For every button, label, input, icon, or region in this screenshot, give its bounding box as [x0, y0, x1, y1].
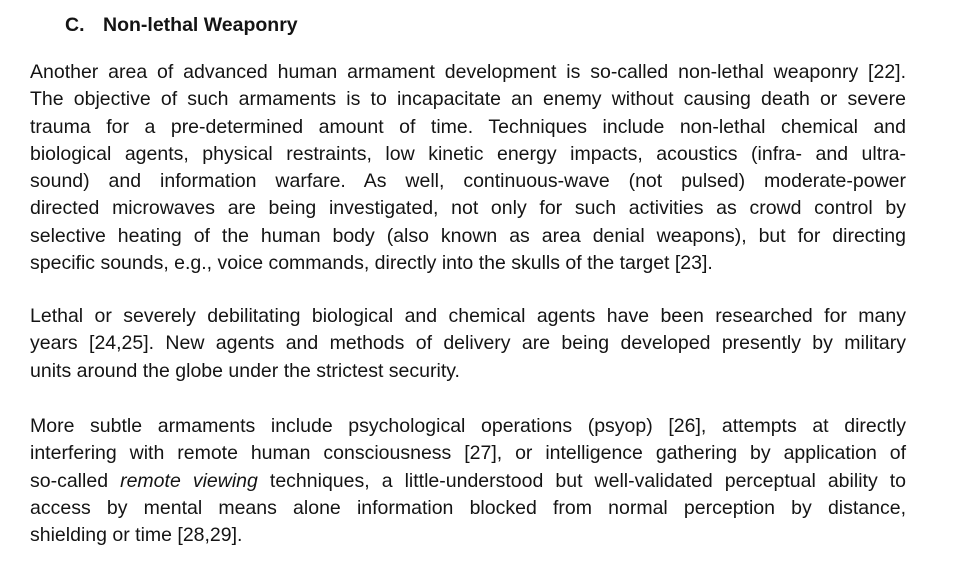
emphasized-term: remote viewing: [120, 469, 258, 492]
paragraph-line: years [24,25]. New agents and methods of delivery are being developed presently by military: [30, 332, 906, 355]
line-text: techniques, a little-understood but well-validated perceptual ability to: [257, 469, 907, 492]
paragraph-line: interfering with remote human consciousness [27], or intelligence gathering by application of: [30, 442, 906, 465]
paragraph-line: selective heating of the human body (also known as area denial weapons), but for directing: [30, 224, 906, 247]
section-title: Non-lethal Weaponry: [103, 14, 298, 36]
paragraph-line: More subtle armaments include psychological operations (psyop) [26], attempts at directly: [30, 415, 906, 437]
paragraph-line: sound) and information warfare. As well, continuous-wave (not pulsed) moderate-power: [30, 170, 906, 193]
paragraph-2: [30, 303, 906, 385]
paragraph-line: biological agents, physical restraints, low kinetic energy impacts, acoustics (infra- and ultra-: [30, 142, 906, 165]
section-heading: [65, 11, 298, 39]
paragraph-line: Another area of advanced human armament development is so-called non-lethal weaponry [22].: [30, 61, 906, 83]
paragraph-line: [30, 468, 906, 495]
paragraph-line: units around the globe under the strictest security.: [30, 359, 460, 382]
paragraph-line: The objective of such armaments is to incapacitate an enemy without causing death or severe: [30, 88, 906, 111]
paragraph-line: Lethal or severely debilitating biological and chemical agents have been researched for many: [30, 305, 906, 327]
paragraph-line: trauma for a pre-determined amount of time. Techniques include non-lethal chemical and: [30, 115, 906, 138]
paragraph-1: [30, 59, 906, 277]
paragraph-3: [30, 413, 906, 549]
paragraph-line: shielding or time [28,29].: [30, 524, 243, 547]
line-text: so-called: [30, 469, 121, 492]
paragraph-line: specific sounds, e.g., voice commands, directly into the skulls of the target [23].: [30, 252, 713, 275]
paragraph-line: access by mental means alone information blocked from normal perception by distance,: [30, 496, 906, 519]
section-number: C.: [65, 14, 85, 36]
paragraph-line: directed microwaves are being investigated, not only for such activities as crowd control by: [30, 197, 906, 220]
